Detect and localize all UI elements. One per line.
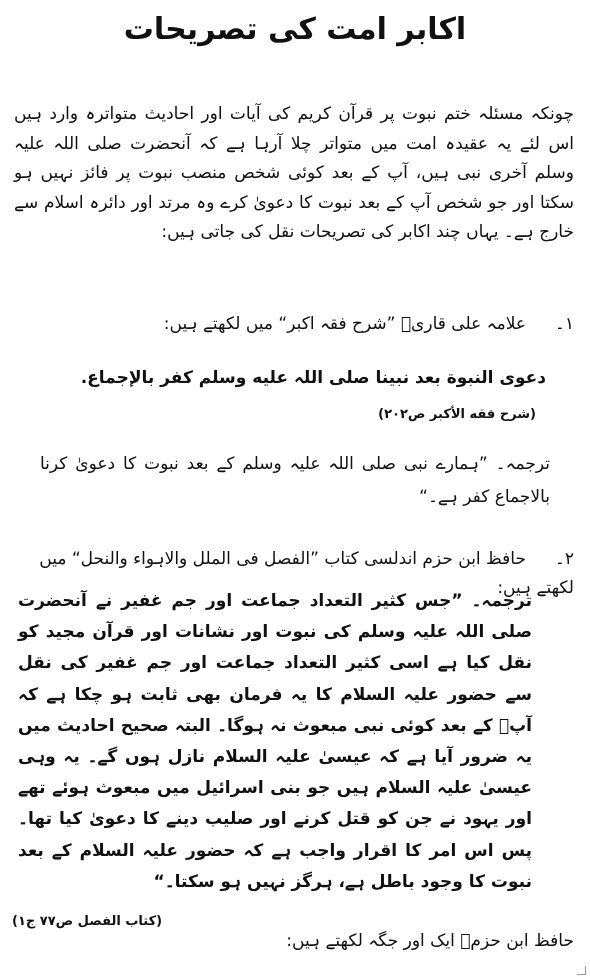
- page-title: اکابر امت کی تصریحات: [123, 12, 467, 47]
- item-1-number: ۱۔: [554, 314, 574, 334]
- item-1-translation: ترجمہ۔ ”ہمارے نبی صلی اللہ علیہ وسلم کے بعد نبوت کا دعویٰ کرنا بالاجماع کفر ہے۔“: [40, 454, 550, 507]
- item-2-translation: ترجمہ۔ ”جس کثیر التعداد جماعت اور جم غفیر نے آنحضرت صلی اللہ علیہ وسلم کی نبوت اور نشانات اور قرآن مجید کو نقل کیا ہے اسی کثیر التعداد جماعت اور جم غفیر کی نقل سے حضور علیہ السلام کا یہ فرمان بھی ثابت ہو چکا ہے کہ آپؐ کے بعد کوئی نبی مبعوث نہ ہوگا۔ البتہ صحیح احادیث میں یہ ضرور آیا ہے کہ عیسیٰ علیہ السلام نازل ہوں گے۔ یہ وہی عیسیٰ علیہ السلام ہیں جو بنی اسرائیل میں مبعوث ہوئے تھے اور یہود نے جن کو قتل کرنے اور صلیب دینے کا دعویٰ کیا تھا۔ پس اس امر کا اقرار واجب ہے کہ حضور علیہ السلام کے بعد نبوت کا وجود باطل ہے، ہرگز نہیں ہو سکتا۔“: [18, 591, 532, 892]
- item-2-reference: (کتاب الفصل ص۷۷ ج۱): [12, 914, 163, 929]
- item-2-heading-text: حافظ ابن حزم اندلسی کتاب ”الفصل فی الملل والاہواء والنحل“ میں لکھتے ہیں:: [39, 549, 574, 598]
- item-1-heading: [14, 310, 574, 339]
- intro-paragraph: چونکہ مسئلہ ختم نبوت پر قرآن کریم کی آیات اور احادیث متواترہ وارد ہیں اس لئے یہ عقیدہ امت میں متواتر چلا آرہا ہے کہ آنحضرت صلی اللہ علیہ وسلم آخری نبی ہیں، آپ کے بعد کوئی شخص منصب نبوت پر فائز نہیں ہو سکتا اور جو شخص آپ کے بعد نبوت کا دعویٰ کرے وہ مرتد اور دائرہ اسلام سے خارج ہے۔ یہاں چند اکابر کی تصریحات نقل کی جاتی ہیں:: [14, 104, 574, 242]
- item-1-heading-text: علامہ علی قاریؒ ”شرح فقہ اکبر“ میں لکھتے ہیں:: [163, 314, 526, 334]
- page-corner-mark: [577, 966, 586, 975]
- item-1-arabic-quote: دعوی النبوة بعد نبینا صلی اللہ علیه وسلم کفر بالإجماع.: [80, 368, 546, 388]
- closing-line: حافظ ابن حزمؒ ایک اور جگہ لکھتے ہیں:: [286, 931, 574, 951]
- item-2-number: ۲۔: [554, 549, 574, 569]
- item-1-reference: (شرح فقه الأکبر ص۲۰۲): [378, 407, 536, 422]
